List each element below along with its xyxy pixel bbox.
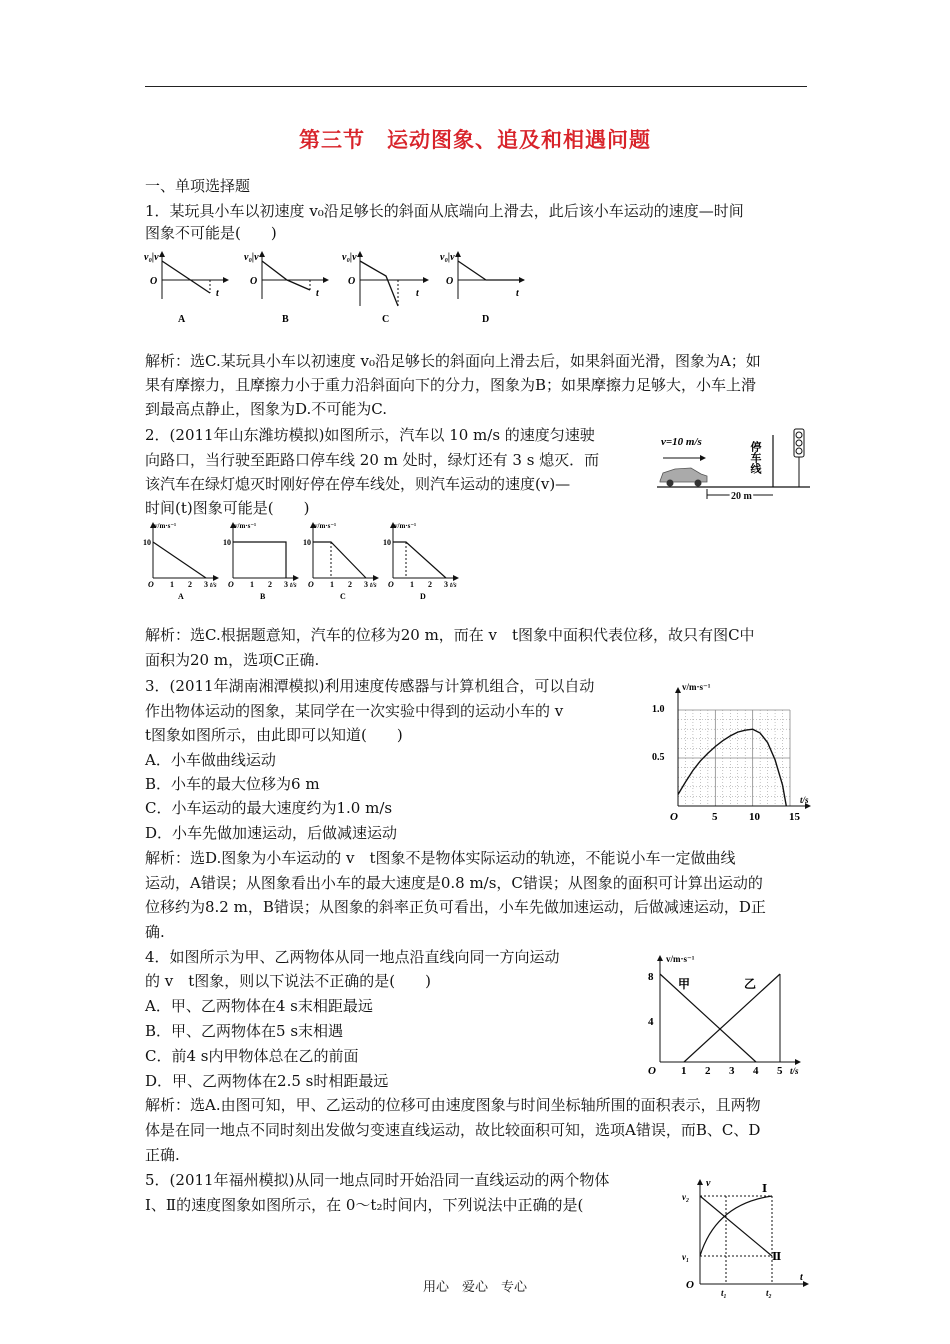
q4-option-a: A．甲、乙两物体在4 s末相距最远 bbox=[145, 997, 373, 1015]
q4-x-ticks bbox=[648, 1065, 783, 1077]
svg-text:2: 2 bbox=[348, 580, 352, 589]
svg-text:O: O bbox=[148, 580, 154, 589]
q3-y-tick-05: 0.5 bbox=[652, 752, 665, 763]
q4-option-c: C．前4 s内甲物体总在乙的前面 bbox=[145, 1047, 359, 1065]
q3-answer-4: 确. bbox=[145, 923, 165, 941]
traffic-light-icon bbox=[794, 429, 804, 487]
q3-answer-1: 解析：选D.图象为小车运动的 v t图象不是物体实际运动的轨迹，不能说小车一定做曲线 bbox=[145, 849, 736, 867]
svg-text:O: O bbox=[228, 580, 234, 589]
q4-x-tick: 5 bbox=[777, 1065, 783, 1077]
q1-graph-d bbox=[440, 252, 524, 325]
svg-text:t/s: t/s bbox=[370, 581, 377, 589]
svg-text:t: t bbox=[216, 288, 219, 299]
svg-text:10: 10 bbox=[143, 538, 151, 547]
q3-line1: 3．(2011年湖南湘潭模拟)利用速度传感器与计算机组合，可以自动 bbox=[145, 677, 595, 695]
svg-text:v₀|v: v₀|v bbox=[244, 252, 259, 263]
q2-line1: 2．(2011年山东潍坊模拟)如图所示，汽车以 10 m/s 的速度匀速驶 bbox=[145, 426, 595, 444]
svg-text:3: 3 bbox=[284, 580, 288, 589]
svg-text:v/m·s⁻¹: v/m·s⁻¹ bbox=[234, 522, 257, 530]
q2-graph-c bbox=[303, 522, 378, 600]
q5-label-I: Ⅰ bbox=[762, 1183, 768, 1195]
svg-text:10: 10 bbox=[303, 538, 311, 547]
svg-text:t: t bbox=[516, 288, 519, 299]
svg-text:10: 10 bbox=[383, 538, 391, 547]
q4-line2: 的 v t图象，则以下说法不正确的是( ) bbox=[145, 972, 431, 990]
svg-text:20 m: 20 m bbox=[731, 491, 752, 502]
svg-text:3: 3 bbox=[444, 580, 448, 589]
q2-line3: 该汽车在绿灯熄灭时刚好停在停车线处，则汽车运动的速度(v)— bbox=[145, 475, 571, 493]
q3-option-d: D．小车先做加速运动，后做减速运动 bbox=[145, 824, 398, 842]
svg-text:A: A bbox=[178, 592, 184, 600]
q3-y-axis-label: v/m·s⁻¹ bbox=[682, 682, 711, 692]
svg-text:2: 2 bbox=[268, 580, 272, 589]
q4-x-tick: 3 bbox=[729, 1065, 735, 1077]
svg-text:2: 2 bbox=[188, 580, 192, 589]
q3-option-c: C．小车运动的最大速度约为1.0 m/s bbox=[145, 799, 393, 817]
svg-text:O: O bbox=[446, 276, 454, 287]
q4-x-axis-label: t/s bbox=[790, 1066, 799, 1076]
q3-grid bbox=[678, 710, 790, 806]
svg-text:D: D bbox=[420, 592, 426, 600]
svg-text:v₀|v: v₀|v bbox=[144, 252, 159, 263]
q5-line1: 5．(2011年福州模拟)从同一地点同时开始沿同一直线运动的两个物体 bbox=[145, 1171, 610, 1189]
q4-series-yi bbox=[684, 974, 780, 1062]
q3-vt-chart bbox=[650, 680, 818, 828]
q4-answer-3: 正确. bbox=[145, 1146, 180, 1164]
svg-text:1: 1 bbox=[250, 580, 254, 589]
svg-text:O: O bbox=[348, 276, 356, 287]
q5-label-II: Ⅱ bbox=[772, 1251, 782, 1263]
section-heading: 一、单项选择题 bbox=[145, 177, 251, 195]
svg-text:1: 1 bbox=[410, 580, 414, 589]
q2-line2: 向路口，当行驶至距路口停车线 20 m 处时，绿灯还有 3 s 熄灭．而 bbox=[145, 451, 600, 469]
q3-line2: 作出物体运动的图象，某同学在一次实验中得到的运动小车的 v bbox=[145, 702, 564, 720]
page-title: 第三节 运动图象、追及和相遇问题 bbox=[299, 127, 651, 152]
q5-y-axis-label: v bbox=[706, 1178, 711, 1189]
q1-answer-3: 到最高点静止，图象为D.不可能为C. bbox=[145, 400, 387, 418]
q3-option-b: B．小车的最大位移为6 m bbox=[145, 775, 320, 793]
svg-text:t: t bbox=[416, 288, 419, 299]
q4-option-b: B．甲、乙两物体在5 s末相遇 bbox=[145, 1022, 344, 1040]
q1-answer-2: 果有摩擦力，且摩擦力小于重力沿斜面向下的分力，图象为B；如果摩擦力足够大，小车上滑 bbox=[145, 376, 757, 394]
q4-y-axis-label: v/m·s⁻¹ bbox=[666, 954, 695, 964]
q2-line4: 时间(t)图象可能是( ) bbox=[145, 499, 310, 517]
q5-line2: Ⅰ、Ⅱ的速度图象如图所示，在 0～t₂时间内，下列说法中正确的是( bbox=[145, 1196, 584, 1214]
svg-text:v₀|v: v₀|v bbox=[342, 252, 357, 263]
svg-text:v/m·s⁻¹: v/m·s⁻¹ bbox=[314, 522, 337, 530]
svg-text:C: C bbox=[382, 314, 390, 325]
q3-answer-2: 运动，A错误；从图象看出小车的最大速度是0.8 m/s，C错误；从图象的面积可计算出运动的 bbox=[145, 874, 763, 892]
q3-x-tick-10: 10 bbox=[749, 811, 760, 823]
svg-text:B: B bbox=[260, 592, 266, 600]
q1-graph-c bbox=[342, 252, 428, 325]
svg-text:D: D bbox=[482, 314, 490, 325]
q2-answer-2: 面积为20 m，选项C正确. bbox=[145, 651, 320, 669]
q5-t1-label: t₁ bbox=[721, 1288, 727, 1298]
q5-v1-label: v₁ bbox=[682, 1252, 690, 1262]
q2-graph-d bbox=[383, 522, 458, 600]
q1-answer-1: 解析：选C.某玩具小车以初速度 v₀沿足够长的斜面向上滑去后，如果斜面光滑，图象为A；如 bbox=[145, 352, 761, 370]
svg-text:t/s: t/s bbox=[290, 581, 297, 589]
q4-y-tick-8: 8 bbox=[648, 971, 654, 983]
q3-option-a: A．小车做曲线运动 bbox=[145, 751, 276, 769]
q5-t2-label: t₂ bbox=[766, 1288, 772, 1298]
q4-x-tick: 2 bbox=[705, 1065, 711, 1077]
svg-text:t: t bbox=[316, 288, 319, 299]
svg-text:1: 1 bbox=[170, 580, 174, 589]
q3-y-tick-1: 1.0 bbox=[652, 704, 665, 715]
q1-figures bbox=[140, 244, 540, 330]
header-rule bbox=[145, 86, 807, 87]
q3-line3: t图象如图所示，由此即可以知道( ) bbox=[145, 726, 403, 744]
q4-line1: 4．如图所示为甲、乙两物体从同一地点沿直线向同一方向运动 bbox=[145, 948, 560, 966]
q1-graph-a bbox=[144, 252, 228, 325]
q3-x-tick-5: 5 bbox=[712, 811, 718, 823]
svg-text:C: C bbox=[340, 592, 346, 600]
q3-x-tick-15: 15 bbox=[789, 811, 800, 823]
q4-y-tick-4: 4 bbox=[648, 1016, 654, 1028]
q3-answer-3: 位移约为8.2 m，B错误；从图象的斜率正负可看出，小车先做加速运动，后做减速运动，D正 bbox=[145, 898, 766, 916]
svg-text:3: 3 bbox=[364, 580, 368, 589]
q5-v2-label: v₂ bbox=[682, 1192, 690, 1202]
q4-series-jia bbox=[660, 974, 756, 1062]
page-footer: 用心 爱心 专心 bbox=[422, 1280, 527, 1295]
svg-text:O: O bbox=[388, 580, 394, 589]
q3-x-axis-label: t/s bbox=[800, 795, 809, 805]
q1-graph-b bbox=[244, 252, 328, 325]
q4-answer-2: 体是在同一地点不同时刻出发做匀变速直线运动，故比较面积可知，选项A错误，而B、C、D bbox=[145, 1121, 761, 1139]
svg-text:v/m·s⁻¹: v/m·s⁻¹ bbox=[394, 522, 417, 530]
q2-option-graphs bbox=[140, 520, 480, 600]
svg-text:2: 2 bbox=[428, 580, 432, 589]
svg-text:3: 3 bbox=[204, 580, 208, 589]
svg-text:O: O bbox=[150, 276, 158, 287]
q5-x-axis-label: t bbox=[800, 1272, 803, 1283]
q2-road-figure bbox=[655, 425, 815, 510]
svg-text:v₀|v: v₀|v bbox=[440, 252, 455, 263]
svg-text:O: O bbox=[308, 580, 314, 589]
q4-label-jia: 甲 bbox=[678, 977, 691, 991]
stop-line-label: 停车线 bbox=[749, 441, 761, 474]
car-icon bbox=[660, 468, 707, 487]
svg-text:O: O bbox=[250, 276, 258, 287]
svg-text:v=10 m/s: v=10 m/s bbox=[661, 436, 702, 448]
q4-answer-1: 解析：选A.由图可知，甲、乙运动的位移可由速度图象与时间坐标轴所围的面积表示，且两物 bbox=[145, 1096, 761, 1114]
q1-line2: 图象不可能是( ) bbox=[145, 224, 277, 242]
q4-x-tick: 1 bbox=[681, 1065, 687, 1077]
q2-answer-1: 解析：选C.根据题意知，汽车的位移为20 m，而在 v t图象中面积代表位移，故只有图C中 bbox=[145, 626, 755, 644]
svg-text:t/s: t/s bbox=[450, 581, 457, 589]
q5-line-II bbox=[700, 1196, 772, 1256]
svg-text:A: A bbox=[178, 314, 186, 325]
svg-text:10: 10 bbox=[223, 538, 231, 547]
q4-option-d: D．甲、乙两物体在2.5 s时相距最远 bbox=[145, 1072, 389, 1090]
q2-graph-a bbox=[143, 522, 218, 600]
q4-x-tick: O bbox=[648, 1065, 656, 1077]
q3-x-tick-0: O bbox=[670, 811, 678, 823]
svg-text:1: 1 bbox=[330, 580, 334, 589]
q4-x-tick: 4 bbox=[753, 1065, 759, 1077]
q1-line1: 1．某玩具小车以初速度 v₀沿足够长的斜面从底端向上滑去，此后该小车运动的速度—时间 bbox=[145, 202, 744, 220]
svg-text:v/m·s⁻¹: v/m·s⁻¹ bbox=[154, 522, 177, 530]
svg-text:t/s: t/s bbox=[210, 581, 217, 589]
q4-vt-chart bbox=[640, 950, 810, 1078]
q2-graph-b bbox=[223, 522, 298, 600]
q5-origin: O bbox=[686, 1279, 694, 1291]
svg-text:B: B bbox=[282, 314, 289, 325]
q4-label-yi: 乙 bbox=[744, 977, 757, 991]
